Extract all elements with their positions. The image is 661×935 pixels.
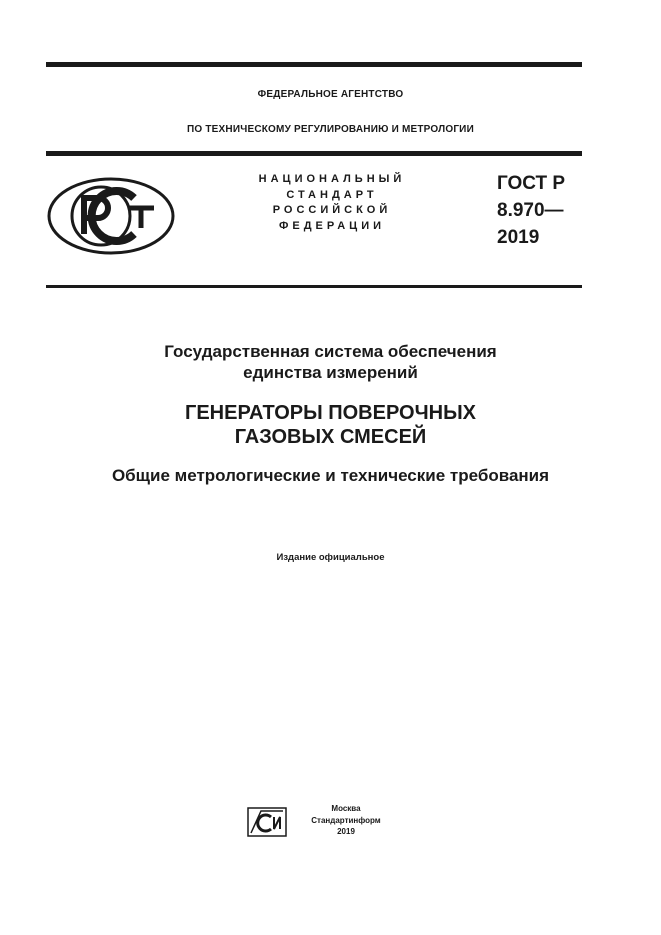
standard-line: РОССИЙСКОЙ [272, 204, 392, 216]
publisher-city: Москва [331, 804, 361, 813]
rst-mark-icon [46, 176, 176, 256]
top-rule [46, 62, 582, 67]
system-title-line1: Государственная система обеспечения [164, 342, 497, 361]
subtitle: Общие метрологические и технические требования [111, 466, 550, 485]
bottom-rule [46, 285, 582, 288]
gost-line1: ГОСТ Р [497, 173, 566, 194]
standard-line: ФЕДЕРАЦИИ [278, 219, 386, 232]
system-title-line2: единства измерений [243, 363, 418, 382]
agency-name-line2: ПО ТЕХНИЧЕСКОМУ РЕГУЛИРОВАНИЮ И МЕТРОЛОГИИ [187, 124, 474, 135]
main-title [0, 401, 661, 449]
gost-designation [497, 170, 565, 251]
main-title-line1: ГЕНЕРАТОРЫ ПОВЕРОЧНЫХ [184, 402, 476, 424]
main-title-line2: ГАЗОВЫХ СМЕСЕЙ [234, 426, 427, 448]
national-standard-label [232, 172, 432, 234]
publisher-name: Стандартинформ [311, 815, 381, 825]
gost-line2: 8.970— [497, 200, 564, 221]
publisher-info [304, 803, 388, 838]
publisher-year: 2019 [337, 827, 355, 836]
standartinform-icon [247, 807, 287, 837]
agency-name-line1: ФЕДЕРАЛЬНОЕ АГЕНТСТВО [257, 89, 404, 100]
edition-note: Издание официальное [276, 552, 385, 563]
standard-line: НАЦИОНАЛЬНЫЙ [258, 173, 406, 185]
gost-year: 2019 [497, 227, 540, 248]
middle-rule [46, 151, 582, 156]
standard-line: СТАНДАРТ [286, 188, 378, 201]
system-title [0, 341, 661, 383]
